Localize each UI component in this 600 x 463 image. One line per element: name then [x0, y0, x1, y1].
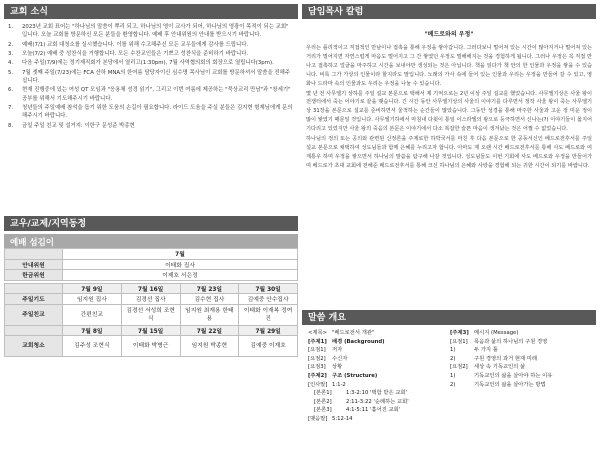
date-cell: 7월 22일: [180, 325, 239, 336]
outline-value: 수신자: [332, 355, 348, 362]
clean-cell: 이태화 박병근: [121, 336, 180, 357]
outline-left: [308, 329, 450, 424]
lunch-cell: 간편친교: [63, 304, 122, 325]
left-column: [4, 4, 298, 131]
outline-value: 1:1-2: [332, 381, 346, 388]
column-paragraph: 몇 년 전 사무엘기 상하를 주일 설교 본문으로 택해서 제 기억으로는 2년 이상 주일 설교를 했었습니다. 사무엘기상은 사울 왕이 전쟁터에서 죽는 이야기로 끝을 맺습니다. 긴 시간 동안 사무엘기상의 사울의 이야기를 다루면서 정작 사울 왕이 죽는 사무엘기상 31장을 본문으로 설교를 준비하면서 울적하는 순간들이 많았습니다. 그동안 성경을 통해 마주한 사울과 고운 정 미운 정이 많이 쌓였기 때문일 것입니다. 사무엘기하에서 마침내 다윗이 통일 이스라엘의 왕으로 등극하면서 신나는(?) 이야기들이 옳지어 기다리고 있었지만 사울 왕의 죽음의 본문은 이야기에서 다소 복잡한 슬픈 마음이 생겨났는 것은 어쩔 수 없었습니다.: [306, 90, 592, 133]
outline-key: [요점3]: [308, 364, 326, 371]
clean-cell: 임지원 박종현: [180, 336, 239, 357]
outline-key: [주제1]: [308, 338, 327, 345]
outline-key: 1): [450, 372, 456, 379]
news-list: [4, 19, 298, 130]
outline-row: [450, 363, 592, 372]
news-header: 교회 소식: [4, 4, 298, 19]
news-number: 5.: [8, 69, 14, 76]
outline-key: [주제2]: [308, 372, 327, 379]
schedule-table: [4, 248, 298, 357]
news-text: 예배(7/1) 교회 대청소를 실시했습니다. 이를 위해 수고해주신 모든 교우들에게 감사를 드립니다.: [22, 41, 249, 48]
pray-label: 주일기도: [5, 294, 63, 305]
outline-value: "베드로전서 개관": [332, 330, 375, 336]
date-cell: 7월 8일: [63, 325, 122, 336]
schedule-header: 교우/교제/지역동정: [4, 216, 298, 231]
news-text: 금일 주일 친교 및 설거지: 이한구 문성준 박종현: [22, 122, 135, 129]
lunch-label: 주일친교: [5, 304, 63, 325]
news-number: 3.: [8, 50, 14, 57]
outline-value: 2:11-3:22 '순례하는 교회': [346, 398, 409, 405]
outline-row: [308, 329, 450, 338]
schedule-section: [4, 216, 298, 357]
news-text: 2023년 교회 표어는 "하나님의 말씀이 뿌리 되고, 하나님의 영이 교사가 되어, 하나님의 영광이 목적이 되는 교회" 입니다. 오늘 교회를 방문하신 모든 분들을 환영합니다. 예배 후 안내위원의 안내를 받으시기 바랍니다.: [22, 24, 289, 39]
outline-row: [308, 415, 450, 424]
outline-row: [450, 329, 592, 338]
outline-value: 구원 경영의 과거 현재 미래: [474, 355, 538, 362]
news-number: 7.: [8, 104, 14, 111]
outline-value: 메시지 (Message): [474, 330, 519, 336]
outline-row: [308, 363, 450, 372]
news-item: [8, 50, 294, 58]
outline-key: [주제3]: [450, 330, 469, 336]
news-item: [8, 59, 294, 67]
outline-value: 세상 속 기독교인의 삶: [474, 364, 526, 371]
outline-value: 구조 (Structure): [332, 372, 378, 379]
clean-cell: 김예중 이재호: [239, 336, 298, 357]
outline-value: 5:12-14: [332, 415, 353, 422]
outline-row: [308, 398, 450, 407]
outline-row: [308, 355, 450, 364]
outline-key: 2): [450, 355, 456, 362]
outline-key: 1): [450, 347, 456, 354]
news-number: 4.: [8, 60, 14, 67]
news-item: [8, 69, 294, 85]
lunch-cell: 임지원 최재용 한태용: [180, 304, 239, 325]
outline-row: [450, 346, 592, 355]
outline-value: 4:1-5:11 '흩어진 교회': [346, 407, 401, 414]
guide-value: 이태화 집사: [63, 259, 298, 270]
pray-cell: 임지원 집사: [63, 294, 122, 305]
date-cell: 7월 16일: [121, 283, 180, 294]
schedule-table-title: 예배 섬김이: [4, 234, 298, 248]
clean-cell: 김주성 조현식: [63, 336, 122, 357]
outline-key: 2): [450, 381, 456, 388]
news-text: 오늘(7/2) 예배 중 성찬식을 거행합니다. 모든 수찬교인들은 기쁘고 성찬식을 준비하기 바랍니다.: [22, 50, 249, 57]
guide-label: 안내위원: [5, 259, 63, 270]
outline-right: [450, 329, 592, 424]
pray-cell: 김예중 안수집사: [239, 294, 298, 305]
outline-key: [맺음말]: [308, 415, 328, 422]
outline-key: [요점2]: [308, 355, 326, 362]
date-row-blank: [5, 325, 63, 336]
team-label: 한금위원: [5, 270, 63, 281]
news-text: 다음 주일(7/9)에는 정기제직회가 본당에서 열리고(1:30pm), 7월 사역협의회의 회장으로 열립니다(3pm).: [22, 60, 274, 67]
news-item: [8, 41, 294, 49]
pray-cell: 김경선 집사: [121, 294, 180, 305]
outline-key: [인사말]: [308, 381, 328, 388]
news-item: [8, 86, 294, 102]
outline-value: 두 가지 틀: [474, 347, 498, 354]
outline-section: [302, 310, 596, 424]
clean-label: 교회청소: [5, 336, 63, 357]
news-text: 현재 진행중에 있는 여성 QT 모임과 "응용체 성경 읽기", 그리고 이번 여름에 제공하는 "묵상교리 만남"과 "창세기" 공부를 위해서 기도해주시기 바랍니다.: [22, 87, 291, 102]
date-cell: 7월 23일: [180, 283, 239, 294]
team-value: 이제호 서은정: [63, 270, 298, 281]
outline-value: 목음과 삶의 하나님의 구원 경영: [474, 338, 548, 345]
outline-row: [308, 381, 450, 390]
outline-value: 1:3-2:10 '택함 받은 교회': [346, 390, 407, 397]
lunch-cell: 이태화 이재복 정여진: [239, 304, 298, 325]
right-column: [302, 4, 596, 172]
outline-key: [요점1]: [450, 338, 468, 345]
news-text: 청년들의 주일예배 참석을 돕기 위한 도움의 손길이 필요합니다. 라이드 도움을 주실 분들은 김지현 형제님에게 문의해주시기 바랍니다.: [22, 104, 293, 120]
month-label: 7월: [63, 249, 298, 260]
news-item: [8, 122, 294, 130]
column-subtitle: "베드로와의 우정": [424, 31, 474, 38]
news-item: [8, 23, 294, 39]
month-label-blank: [5, 249, 63, 260]
outline-value: 기독교인의 삶을 살아가는 방법: [474, 381, 546, 388]
column-paragraph: 우리는 플리적이고 직접적인 만남이나 접촉을 통해 우정을 쌓아갑니다. 그러다보니 멀어져 있는 시간이 많아지거나 멀어져 있는 거리가 멀어지면 자연스럽게 마음도 멀어지고 그 간 쌓였던 우정도 멀해해지는 것을 경험하게 됩니다. 그러나 우정은 꼭 직접 만나고 접촉하고 얼굴을 마주하고 시간을 보내야만 생성되는 것은 아닙니다. 책을 읽다가 책 안의 한 인물과 우정을 쌓을 수 있습니다. 비록 그가 가상의 인물이라 할지라도 말입니다. 노래의 가사 속에 들어 있는 인물과 우리는 우정을 만들어 갈 수 있고, 영화나 드라마 속의 인물과도 우리는 우정을 나눌 수 있습니다.: [306, 45, 592, 87]
outline-key: [본론3]: [314, 407, 332, 414]
outline-row: [308, 406, 450, 415]
outline-value: 배경 (Background): [332, 338, 385, 345]
lunch-cell: 김경선 서성희 조현식: [121, 304, 180, 325]
outline-key: [요점2]: [450, 364, 468, 371]
column-header: 담임목사 칼럼: [302, 4, 596, 19]
outline-row: [450, 381, 592, 390]
outline-body: [302, 325, 596, 424]
pray-cell: 김수현 집사: [180, 294, 239, 305]
column-body: [302, 44, 596, 171]
outline-row: [308, 338, 450, 347]
news-number: 2.: [8, 41, 14, 48]
date-cell: 7월 15일: [121, 325, 180, 336]
news-number: 6.: [8, 87, 14, 94]
outline-row: [308, 372, 450, 381]
outline-row: [450, 372, 592, 381]
date-cell: 7월 9일: [63, 283, 122, 294]
news-number: 8.: [8, 122, 14, 129]
outline-key: <제목>: [308, 330, 328, 336]
date-cell: 7월 30일: [239, 283, 298, 294]
outline-value: 저자: [332, 347, 343, 354]
news-text: 7월 셋째 주일(7/23)에는 FCA 산하 MNA의 한여름 담당자이신 심수명 목사님이 교회를 방문하셔서 말씀을 전해주십니다.: [22, 69, 291, 84]
date-row-blank: [5, 283, 63, 294]
outline-key: [본론1]: [314, 390, 332, 397]
outline-header: 말씀 개요: [302, 310, 596, 325]
column-paragraph: 하나님의 정의 또는 공의와 관련된 신정론을 주제로한 하박국서를 마친 후 다음 본문으로 한 공동서신인 베드로전후서를 주일 설교 본문으로 채택하여 성도님들과 함께 은혜를 누리고자 합니다. 아마도 제 오랜 시간 베드로전후서를 통해 사도 베드로와 여계통우 하며 우정을 쌓으면서 하나님의 말씀을 탐구해 나갈 것입니다. 성도님들도 이번 기회에 사도 베드로와 우정을 만들어가며 베드로가 초대 교회에 전해준 베드로전후서를 통해 크신 하나님의 은혜와 사랑을 경험해 되는 귀한 시간이 되기를 바랍니다.: [306, 136, 592, 169]
outline-row: [308, 389, 450, 398]
outline-row: [450, 338, 592, 347]
outline-value: 기독교인의 삶을 살아야 하는 이유: [474, 372, 553, 379]
news-number: 1.: [8, 24, 14, 30]
news-item: [8, 104, 294, 120]
outline-row: [308, 346, 450, 355]
outline-value: 상황: [332, 364, 343, 371]
outline-key: [요점1]: [308, 347, 326, 354]
date-cell: 7월 29일: [239, 325, 298, 336]
outline-key: [본론2]: [314, 398, 332, 405]
outline-row: [450, 355, 592, 364]
